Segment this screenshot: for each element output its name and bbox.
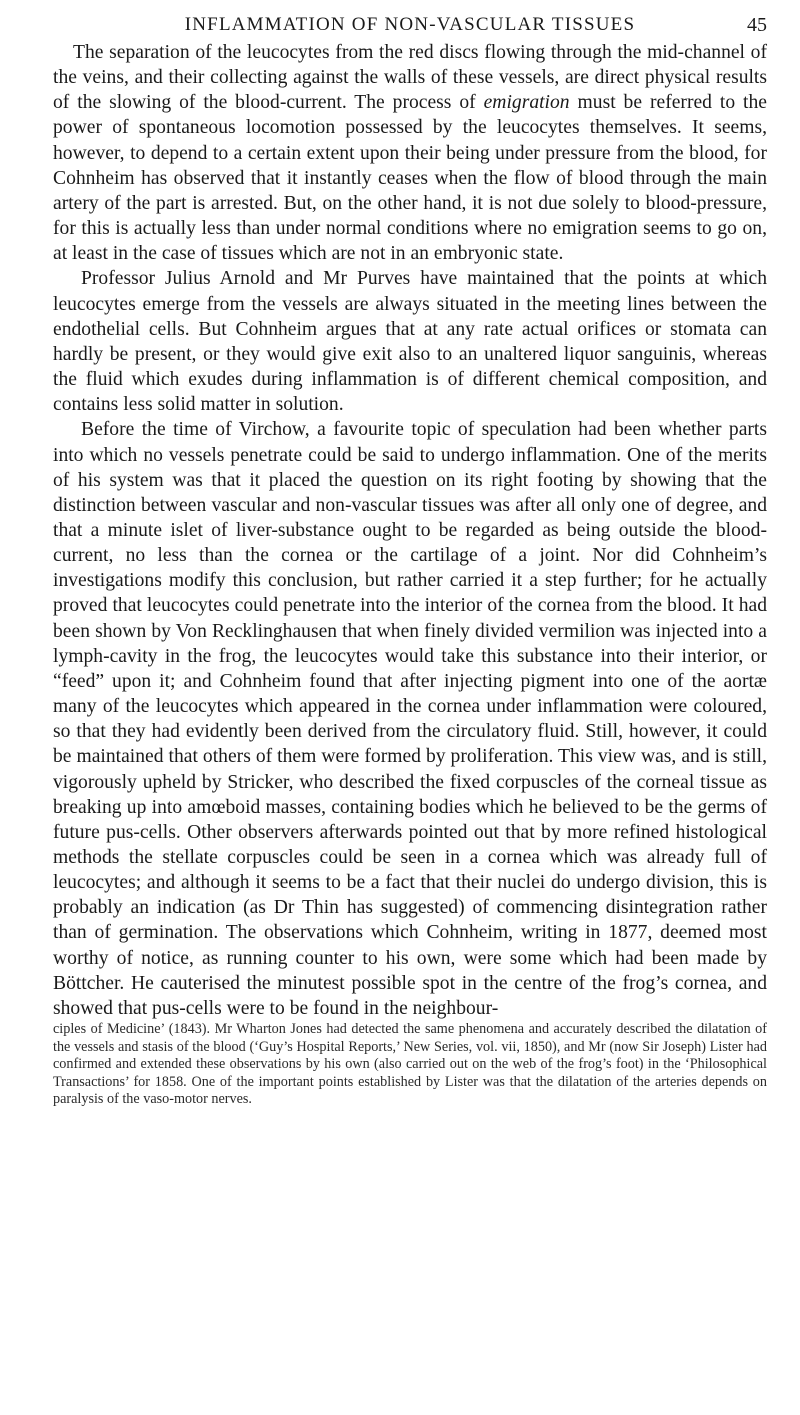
paragraph-virchow: Before the time of Virchow, a favourite topic of speculation had been whether parts into which no vessels penetrate could be said to undergo inflammation. One of the merits of his system was that it placed the question on its right footing by showing that the distinction between vascular and non-vascular tissues was after all only one of degree, and that a minute islet of liver-substance ought to be regarded as being outside the blood-current, no less than the cornea or the cartilage of a joint. Nor did Cohnheim’s investigations modify this conclusion, but rather carried it a step further; for he actually proved that leucocytes could penetrate into the interior of the cornea from the blood. It had been shown by Von Recklinghausen that when finely divided vermilion was injected into a lymph-cavity in the frog, the leucocytes would take this substance into their interior, or “feed” upon it; and Cohnheim found that after injecting pigment into one of the aortæ many of the leucocytes which appeared in the cornea under inflammation were coloured, so that they had evidently been derived from the circulatory fluid. Still, however, it could be maintained that others of them were formed by proliferation. This view was, and is still, vigorously upheld by Stricker, who described the fixed corpuscles of the corneal tissue as breaking up into amœboid masses, containing bodies which he believed to be the germs of future pus-cells. Other observers afterwards pointed out that by more refined histological methods the stellate corpuscles could be seen in a cornea which was already full of leucocytes; and although it seems to be a fact that their nuclei do undergo division, this is probably an indication (as Dr Thin has suggested) of commencing disintegration rather than of germination. The observations which Cohnheim, writing in 1877, deemed most worthy of notice, as running counter to his own, were some which had been made by Böttcher. He cauterised the minutest possible spot in the centre of the frog’s cornea, and showed that pus-cells were to be found in the neighbour- bbox=[53, 419, 767, 1019]
page-number: 45 bbox=[747, 14, 767, 36]
book-page bbox=[53, 10, 767, 1109]
running-header bbox=[53, 10, 767, 40]
paragraph-emigration: The separation of the leucocytes from the red discs flowing through the mid-channel of the veins, and their collecting against the walls of these vessels, are direct physical results of the slowing of the blood-current. The process of emigration must be referred to the power of spontaneous locomotion possessed by the leucocytes themselves. It seems, however, to depend to a certain extent upon their being under pressure from the blood, for Cohnheim has observed that it instantly ceases when the flow of blood through the main artery of the part is arrested. But, on the other hand, it is not due solely to blood-pressure, for this is actually less than under normal conditions where no emigration seems to go on, at least in the case of tissues which are not in an embryonic state. bbox=[53, 42, 767, 265]
emphasis-emigration: emigration bbox=[483, 92, 570, 114]
footnote-text: ciples of Medicine’ (1843). Mr Wharton Jones had detected the same phenomena and accurately described the dilatation of the vessels and stasis of the blood (‘Guy’s Hospital Reports,’ New Series, vol. vii, 1850), and Mr (now Sir Joseph) Lister had confirmed and extended these observations by his own (also carried out on the web of the frog’s foot) in the ‘Philosophical Transactions’ for 1858. One of the important points established by Lister was that the dilatation of the arteries depends on paralysis of the vaso-motor nerves. bbox=[53, 1021, 767, 1108]
paragraph-arnold-purves: Professor Julius Arnold and Mr Purves have maintained that the points at which leucocytes emerge from the vessels are always situated in the meeting lines between the endothelial cells. But Cohnheim argues that at any rate actual orifices or stomata can hardly be present, or they would give exit also to an unaltered liquor sanguinis, whereas the fluid which exudes during inflammation is of different chemical composition, and contains less solid matter in solution. bbox=[53, 268, 767, 416]
footnote bbox=[53, 1021, 767, 1109]
running-title: INFLAMMATION OF NON-VASCULAR TISSUES bbox=[184, 14, 636, 35]
body-text bbox=[53, 40, 767, 1021]
